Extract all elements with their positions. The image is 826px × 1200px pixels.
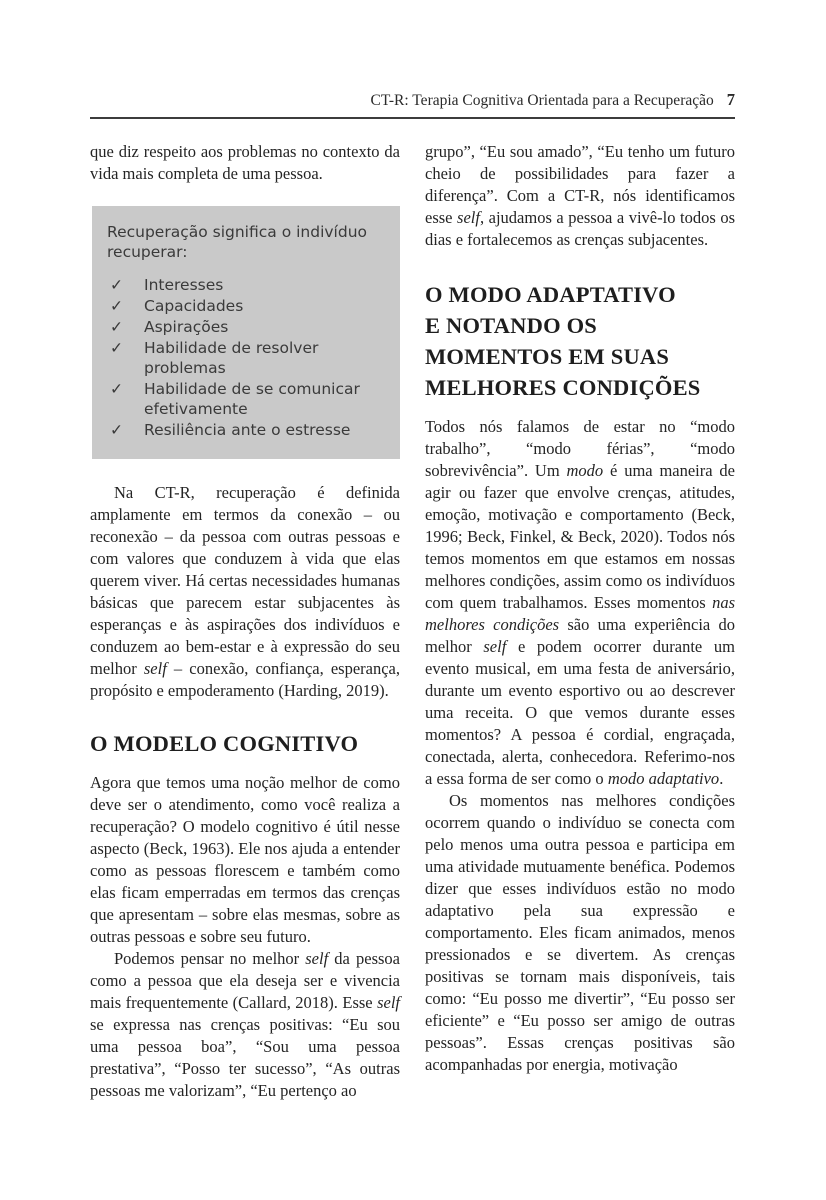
emphasized-text: modo adaptativo bbox=[607, 769, 720, 788]
emphasized-text: nas melhores condições bbox=[425, 593, 735, 634]
section-heading-modelo-cognitivo: O MODELO COGNITIVO bbox=[90, 731, 359, 756]
text-run: . bbox=[719, 769, 724, 788]
text-run: – conexão, confiança, esperança, propósito e empoderamento (Harding, 2019). bbox=[90, 659, 400, 700]
emphasized-text: self bbox=[483, 637, 507, 656]
text-run: são uma experiência do melhor bbox=[425, 615, 735, 656]
check-icon: ✓ bbox=[110, 339, 123, 357]
emphasized-text: self bbox=[377, 993, 400, 1012]
text-columns bbox=[90, 141, 735, 1102]
text-run: grupo”, “Eu sou amado”, “Eu tenho um futuro cheio de possibilidades para fazer a diferença”. Com a CT-R, nós identificamos esse bbox=[425, 142, 735, 227]
checklist-item bbox=[107, 379, 384, 419]
paragraph bbox=[90, 141, 400, 185]
text-run: Todos nós falamos de estar no “modo trabalho”, “modo férias”, “modo sobrevivência”. Um bbox=[425, 417, 735, 480]
text-run: que diz respeito aos problemas no contexto da vida mais completa de uma pessoa. bbox=[90, 142, 400, 183]
text-run: se expressa nas crenças positivas: “Eu sou uma pessoa boa”, “Sou uma pessoa prestativa”, “Posso ter sucesso”, “As outras pessoas me valorizam”, “Eu pertenço ao bbox=[90, 1015, 400, 1100]
checklist-item-label: Habilidade de se comunicar efetivamente bbox=[144, 380, 360, 418]
emphasized-text: self bbox=[457, 208, 480, 227]
text-run: Na CT-R, recuperação é definida amplamente em termos da conexão – ou reconexão – da pessoa com outras pessoas e com valores que conduzem à vida que elas querem viver. Há certas necessidades humanas básicas que parecem estar subjacentes às esperanças e às aspirações dos indivíduos e conduzem ao bem-estar e à expressão do seu melhor bbox=[90, 483, 400, 678]
emphasized-text: modo bbox=[566, 461, 604, 480]
checklist-item-label: Resiliência ante o estresse bbox=[144, 421, 351, 439]
running-header-title: CT-R: Terapia Cognitiva Orientada para a Recuperação bbox=[370, 92, 714, 109]
paragraph bbox=[90, 772, 400, 948]
text-run: , ajudamos a pessoa a vivê-lo todos os dias e fortalecemos as crenças subjacentes. bbox=[425, 208, 735, 249]
paragraph bbox=[90, 948, 400, 1102]
text-run: e podem ocorrer durante um evento musical, em uma festa de aniversário, durante um evento esportivo ou ao descrever uma receita. O que vemos durante esses momentos? A pessoa é cordial, engraçada, conectada, alerta, conhecedora. Referimo-nos a essa forma de ser como o bbox=[425, 637, 735, 788]
paragraph bbox=[90, 482, 400, 702]
text-run: é uma maneira de agir ou fazer que envolve crenças, atitudes, emoção, motivação e comportamento (Beck, 1996; Beck, Finkel, & Beck, 2020). Todos nós temos momentos em que estamos em nossas melhores condições, assim como os indivíduos com quem trabalhamos. Esses momentos bbox=[425, 461, 735, 612]
checklist-item bbox=[107, 317, 384, 337]
checklist-item bbox=[107, 338, 384, 378]
check-icon: ✓ bbox=[110, 421, 123, 439]
text-run: Podemos pensar no melhor bbox=[114, 949, 306, 968]
checklist bbox=[107, 275, 384, 440]
text-run: Agora que temos uma noção melhor de como deve ser o atendimento, como você realiza a recuperação? O modelo cognitivo é útil nesse aspecto (Beck, 1963). Ele nos ajuda a entender como as pessoas florescem e também como elas ficam emperradas em termos das crenças que apresentam – sobre elas mesmas, sobre as outras pessoas e sobre seu futuro. bbox=[90, 773, 400, 946]
checklist-item-label: Habilidade de resolver problemas bbox=[144, 339, 319, 377]
text-run: Os momentos nas melhores condições ocorrem quando o indivíduo se conecta com pelo menos uma outra pessoa e participa em uma atividade mutuamente benéfica. Podemos dizer que esses indivíduos estão no modo adaptativo pela sua expressão e comportamento. Eles ficam animados, menos pressionados e se divertem. As crenças positivas se tornam mais disponíveis, tais como: “Eu posso me divertir”, “Eu posso ser eficiente” e “Eu posso ser amigo de outras pessoas”. Essas crenças positivas são acompanhadas por energia, motivação bbox=[425, 791, 735, 1074]
emphasized-text: self bbox=[143, 659, 167, 678]
paragraph bbox=[425, 416, 735, 790]
left-column bbox=[90, 141, 400, 1102]
running-header bbox=[90, 90, 735, 119]
checklist-item bbox=[107, 275, 384, 295]
right-column bbox=[425, 141, 735, 1102]
section-heading-modo-adaptativo: O MODO ADAPTATIVO E NOTANDO OS MOMENTOS EM SUAS MELHORES CONDIÇÕES bbox=[425, 282, 701, 400]
checklist-title: Recuperação significa o indivíduo recuperar: bbox=[107, 223, 368, 261]
check-icon: ✓ bbox=[110, 276, 123, 294]
page-number: 7 bbox=[726, 90, 735, 109]
checklist-item-label: Aspirações bbox=[144, 318, 229, 336]
recovery-checklist-box bbox=[92, 206, 400, 459]
check-icon: ✓ bbox=[110, 380, 123, 398]
paragraph bbox=[425, 141, 735, 251]
checklist-item-label: Capacidades bbox=[144, 297, 244, 315]
check-icon: ✓ bbox=[110, 297, 123, 315]
text-run: da pessoa como a pessoa que ela deseja ser e vivencia mais frequentemente (Callard, 2018). Esse bbox=[90, 949, 400, 1012]
emphasized-text: self bbox=[305, 949, 329, 968]
checklist-item-label: Interesses bbox=[144, 276, 224, 294]
checklist-item bbox=[107, 420, 384, 440]
check-icon: ✓ bbox=[110, 318, 123, 336]
paragraph bbox=[425, 790, 735, 1076]
checklist-item bbox=[107, 296, 384, 316]
